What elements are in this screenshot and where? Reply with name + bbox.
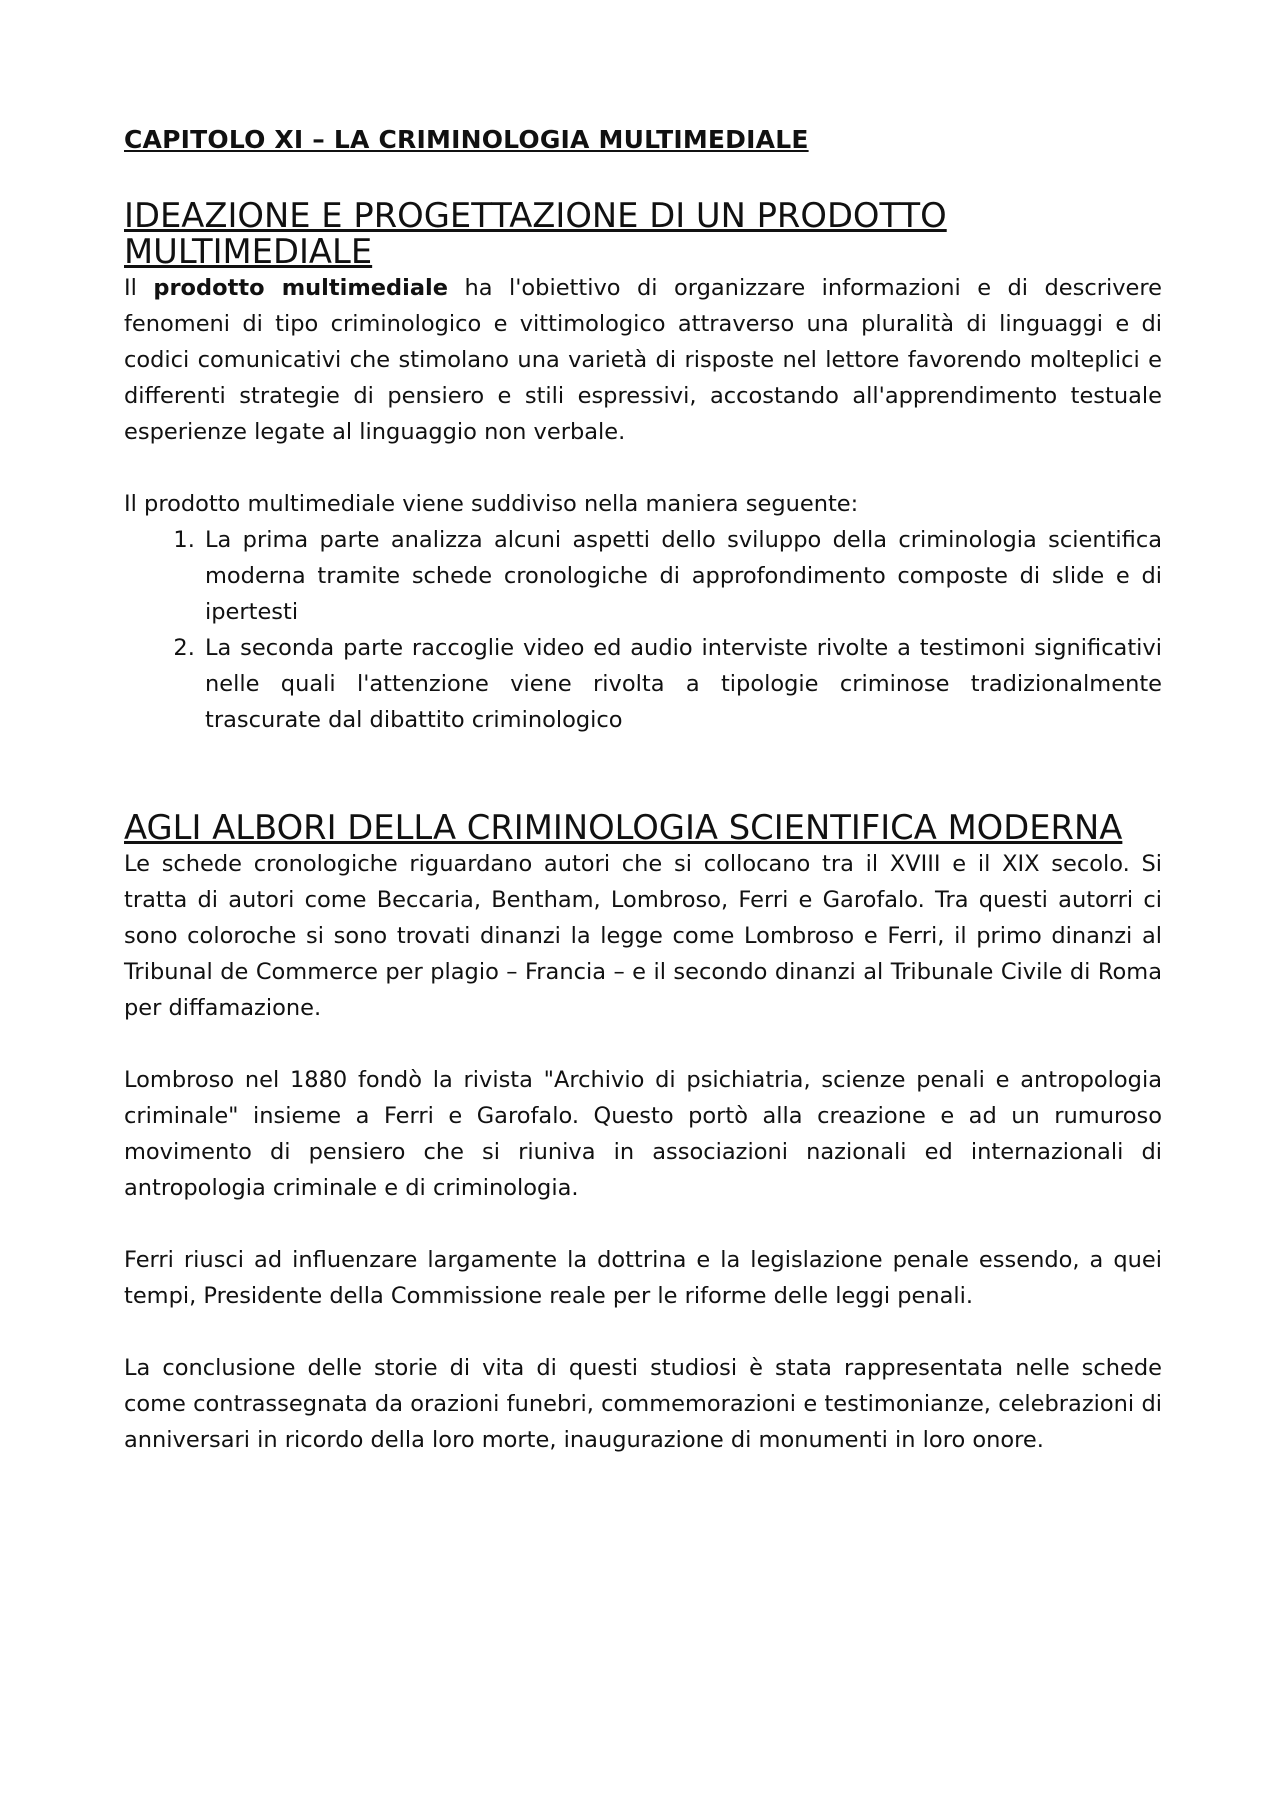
keyword-prodotto-multimediale: prodotto multimediale [153, 275, 449, 301]
body-paragraph: Ferri riusci ad influenzare largamente la dottrina e la legislazione penale essendo, a quei tempi, Presidente della Commissione reale per le riforme delle leggi penali. [124, 1247, 1162, 1309]
spacer [124, 1314, 1162, 1350]
spacer [124, 738, 1162, 810]
chapter-title: CAPITOLO XI – LA CRIMINOLOGIA MULTIMEDIALE [124, 125, 809, 154]
spacer [124, 1026, 1162, 1062]
body-paragraph: Lombroso nel 1880 fondò la rivista "Archivio di psichiatria, scienze penali e antropologia criminale" insieme a Ferri e Garofalo. Questo portò alla creazione e ad un rumuroso movimento di pensiero che si riuniva in associazioni nazionali ed internazionali di antropologia criminale e di criminologia. [124, 1067, 1162, 1201]
list-item: 2. La seconda parte raccoglie video ed audio interviste rivolte a testimoni significativi nelle quali l'attenzione viene rivolta a tipologie criminose tradizionalmente trascurate dal dibattito criminologico [202, 630, 1162, 738]
intro-prefix: Il [124, 275, 154, 301]
section-heading-ideazione: IDEAZIONE E PROGETTAZIONE DI UN PRODOTTO MULTIMEDIALE [124, 196, 947, 271]
intro-body: ha l'obiettivo di organizzare informazioni e di descrivere fenomeni di tipo criminologico e vittimologico attraverso una pluralità di linguaggi e di codici comunicativi che stimolano una varietà di risposte nel lettore favorendo molteplici e differenti strategie di pensiero e stili espressivi, accostando all'apprendimento testuale esperienze legate al linguaggio non verbale. [124, 275, 1162, 445]
list-item: 1. La prima parte analizza alcuni aspetti dello sviluppo della criminologia scientifica moderna tramite schede cronologiche di approfondimento composte di slide e di ipertesti [202, 522, 1162, 630]
spacer [124, 1206, 1162, 1242]
intro-paragraph [124, 270, 1162, 450]
list-intro-paragraph: Il prodotto multimediale viene suddiviso nella maniera seguente: [124, 491, 859, 517]
spacer [124, 450, 1162, 486]
body-paragraph: La conclusione delle storie di vita di questi studiosi è stata rappresentata nelle schede come contrassegnata da orazioni funebri, commemorazioni e testimonianze, celebrazioni di anniversari in ricordo della loro morte, inaugurazione di monumenti in loro onore. [124, 1355, 1162, 1453]
document-page [124, 122, 1162, 1458]
section-heading-albori: AGLI ALBORI DELLA CRIMINOLOGIA SCIENTIFICA MODERNA [124, 808, 1123, 847]
body-paragraph: Le schede cronologiche riguardano autori che si collocano tra il XVIII e il XIX secolo. Si tratta di autori come Beccaria, Bentham, Lombroso, Ferri e Garofalo. Tra questi autorri ci sono coloroche si sono trovati dinanzi la legge come Lombroso e Ferri, il primo dinanzi al Tribunal de Commerce per plagio – Francia – e il secondo dinanzi al Tribunale Civile di Roma per diffamazione. [124, 851, 1162, 1021]
product-parts-list [124, 522, 1162, 738]
